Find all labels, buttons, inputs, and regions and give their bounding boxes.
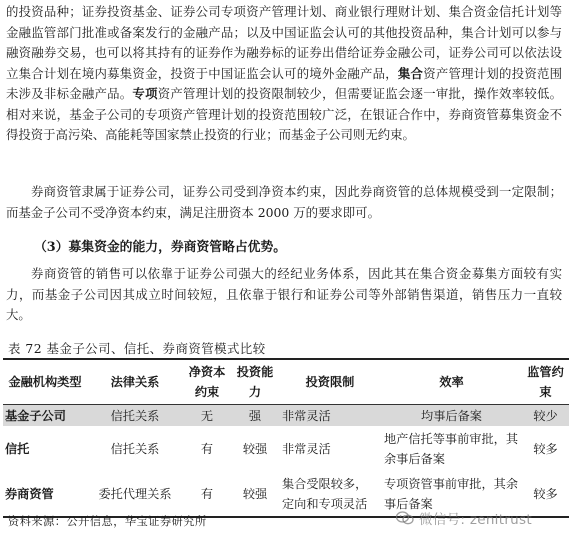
header-investment-ability: 投资能力: [236, 365, 274, 399]
table-cell: 较强: [231, 472, 279, 517]
table-cell: 较少: [522, 405, 569, 427]
paragraph-text: 的投资品种；证券投资基金、证券公司专项资产管理计划、商业银行理财计划、集合资金信托计划等金融监管部门批准或备案发行的金融产品；以及中国证监会认可的其他投资品种，集合计划可以参与融资融券交易，也可以将其持有的证券作为融券标的证券出借给证券金融公司，证券公司可以依法设立集合计划在境内募集资金，投资于中国证监会认可的境外金融产品，: [6, 4, 562, 81]
source-note: 资料来源：公开信息，华宝证券研究所: [8, 515, 207, 528]
paragraph-text: 资产管理计划的投资范围未涉及非标金融产品。: [6, 65, 563, 101]
section-heading: （3）募集资金的能力，券商资管略占优势。: [34, 240, 287, 255]
table-cell: 券商资管: [3, 472, 87, 517]
table-header-row: [3, 359, 569, 405]
table-cell: 非常灵活: [279, 405, 381, 427]
comparison-table: [3, 358, 569, 518]
wechat-icon: [396, 511, 414, 525]
table-cell: 集合受限较多，定向和专项灵活: [279, 472, 381, 517]
watermark: [396, 508, 532, 528]
table-cell: 专项资管事前审批，其余事后备案: [381, 472, 522, 517]
paragraph-text: 资产管理计划的投资限制较少，但需要证监会逐一审批，操作效率较低。相对来说，基金子公司的专项资产管理计划的投资范围较广泛，在银证合作中，券商资管募集资金不得投资于高污染、高能耗等国家禁止投资的行业；而基金子公司则无约束。: [6, 86, 563, 142]
table-cell: 较强: [242, 442, 268, 456]
table-row: [3, 405, 569, 427]
header-efficiency: 效率: [439, 375, 464, 389]
watermark-text: 微信号: zenitrust: [419, 512, 532, 528]
paragraph-fundraising: 券商资管的销售可以依靠于证券公司强大的经纪业务体系，因此其在集合资金募集方面较有实力，而基金子公司因其成立时间较短，且依靠于银行和证券公司等外部销售渠道，销售压力一直较大。: [6, 266, 562, 322]
table-cell: 强: [231, 405, 279, 427]
header-institution-type: 金融机构类型: [8, 375, 82, 389]
table-cell: 较多: [533, 442, 558, 456]
paragraph-bold-term: 集合: [397, 65, 424, 81]
header-regulatory: 监管约束: [527, 365, 564, 399]
header-investment-limits: 投资限制: [305, 375, 355, 389]
table-cell: 信托关系: [110, 442, 160, 456]
table-cell: 信托关系: [87, 405, 183, 427]
table-cell: 非常灵活: [282, 442, 331, 456]
paragraph-investment-scope: [0, 2, 572, 146]
table-row: [3, 426, 569, 472]
table-cell: 委托代理关系: [87, 472, 183, 517]
table-cell: 基金子公司: [3, 405, 87, 427]
table-cell: 较多: [522, 472, 569, 517]
table-caption: 表 72 基金子公司、信托、券商资管模式比较: [8, 341, 266, 356]
table-cell: 有: [200, 442, 214, 456]
table-cell: 无: [183, 405, 231, 427]
header-net-capital: 净资本约束: [188, 365, 226, 399]
header-legal-relation: 法律关系: [110, 375, 160, 389]
table-cell: 均事后备案: [381, 405, 522, 427]
table-cell: 信托: [5, 442, 30, 456]
paragraph-capital-constraint: 券商资管隶属于证券公司，证券公司受到净资本约束，因此券商资管的总体规模受到一定限制；而基金子公司不受净资本约束，满足注册资本 2000 万的要求即可。: [6, 184, 562, 220]
paragraph-bold-term: 专项: [132, 86, 158, 101]
table-cell: 有: [183, 472, 231, 517]
table-cell: 地产信托等事前审批，其余事后备案: [384, 432, 519, 466]
